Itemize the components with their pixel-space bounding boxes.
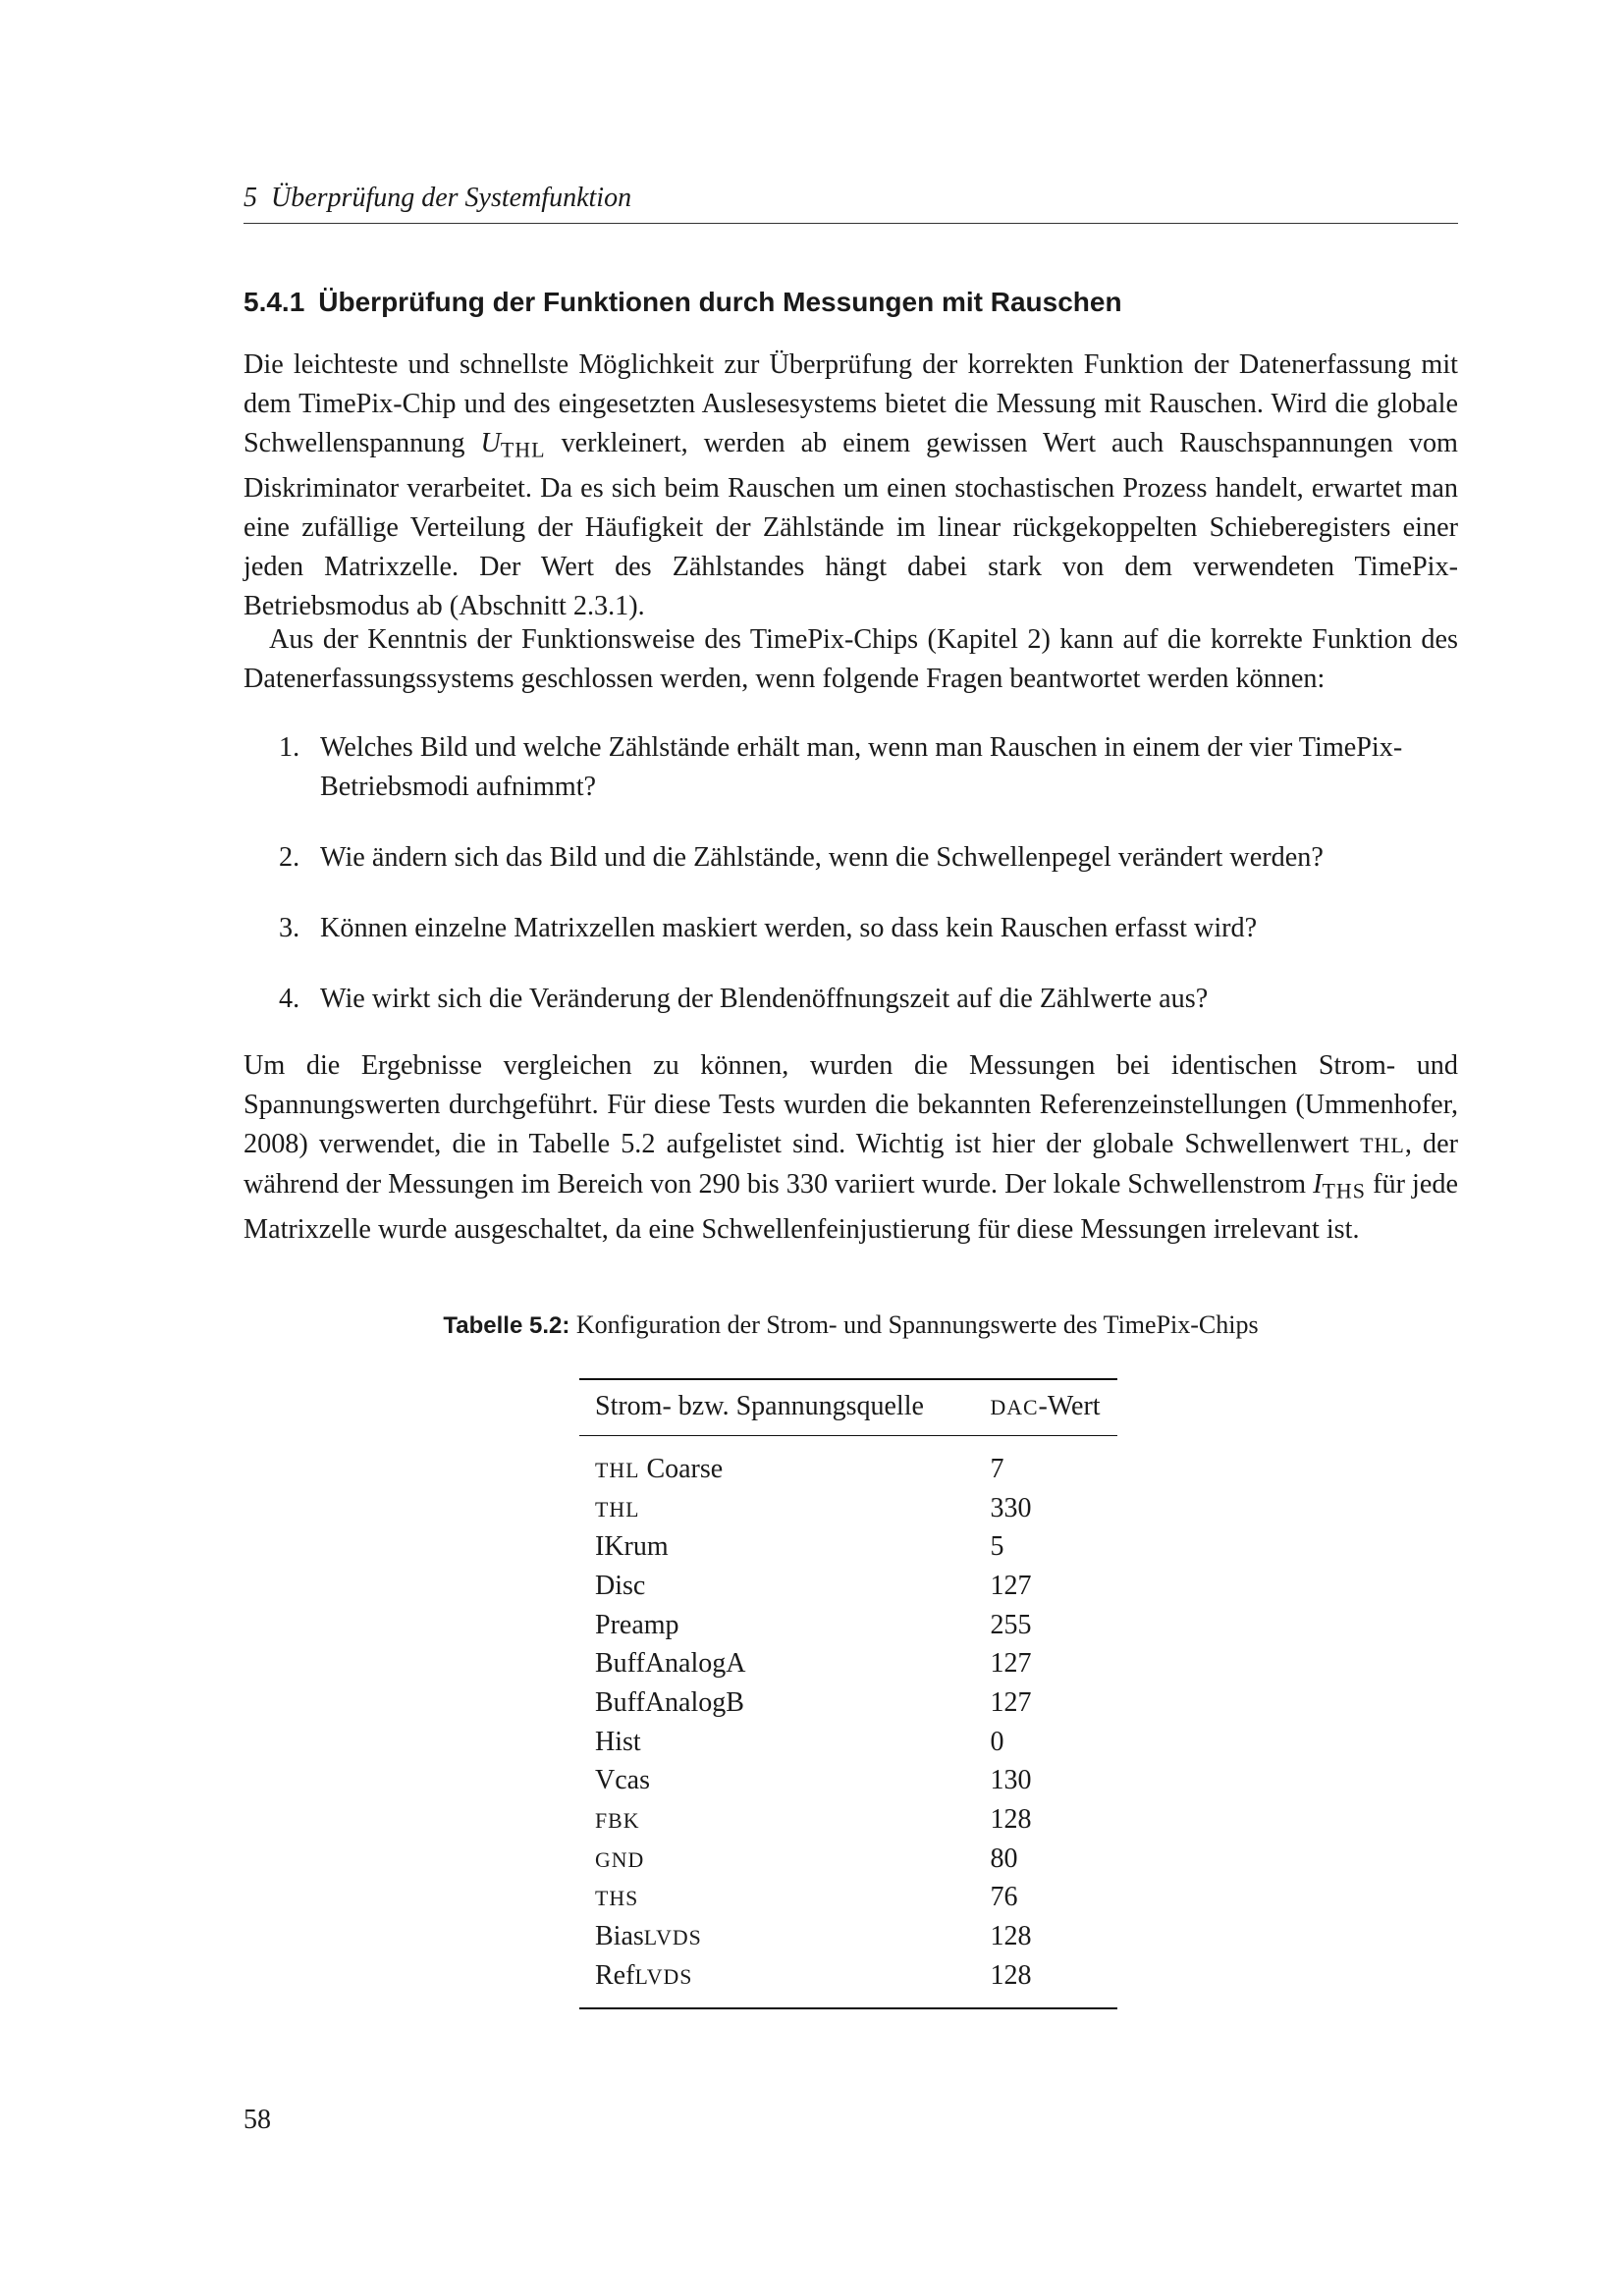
dac-value-cell: 128: [990, 1921, 1032, 1952]
source-cell: [579, 1840, 968, 1879]
table-row: [579, 1644, 1117, 1683]
smallcaps-thl: THL: [1360, 1133, 1405, 1157]
paragraph-settings-text-c: für jede Matrixzelle wurde ausgeschaltet, da eine Schwellenfeinjustierung für diese Messungen irrelevant ist.: [244, 1169, 1458, 1246]
section-title: Überprüfung der Funktionen durch Messungen mit Rauschen: [318, 287, 1122, 317]
source-cell: [579, 1683, 968, 1723]
header-dac-value: [968, 1379, 1117, 1436]
table-row: [579, 1800, 1117, 1840]
chapter-number: 5: [244, 183, 257, 213]
list-number: 4.: [279, 984, 300, 1014]
table-row: [579, 1567, 1117, 1606]
source-name: Bias: [595, 1921, 644, 1952]
list-item: [244, 980, 1458, 1019]
dac-value-cell: 5: [990, 1531, 1004, 1563]
table-row: [579, 1683, 1117, 1723]
table-row: [579, 1527, 1117, 1567]
dac-value-cell: 127: [990, 1648, 1032, 1680]
table-row: [579, 1762, 1117, 1801]
table-row: [579, 1489, 1117, 1528]
source-name: Vcas: [595, 1765, 650, 1796]
source-name: BuffAnalogA: [595, 1648, 746, 1680]
paragraph-settings-text-a: Um die Ergebnisse vergleichen zu können, wurden die Messungen bei identischen Strom- und Spannungswerten durchgeführt. Für diese Tests wurden die bekannten Referenzeinstellungen (Ummenhofer, 2008) verwendet, die in Tabelle 5.2 aufgelistet sind. Wichtig ist hier der globale Schwellenwert: [244, 1050, 1458, 1159]
dac-value-cell: 130: [990, 1765, 1032, 1796]
source-cell: [579, 1567, 968, 1606]
list-text: Wie wirkt sich die Veränderung der Blendenöffnungszeit auf die Zählwerte aus?: [320, 984, 1209, 1014]
list-text: Wie ändern sich das Bild und die Zählstände, wenn die Schwellenpegel verändert werden?: [320, 842, 1324, 873]
paragraph-intro: [244, 346, 1458, 626]
source-name: Preamp: [595, 1609, 679, 1640]
symbol-i: I: [1313, 1169, 1323, 1200]
caption-label: Tabelle 5.2:: [443, 1312, 570, 1339]
table-header-row: [579, 1379, 1117, 1436]
table-row: [579, 1840, 1117, 1879]
paragraph-settings: [244, 1046, 1458, 1250]
source-smallcaps: THL: [595, 1497, 640, 1522]
source-cell: [579, 1800, 968, 1840]
table-caption: [244, 1310, 1458, 1340]
list-item: [244, 838, 1458, 878]
source-cell: [579, 1644, 968, 1683]
dac-value-cell: 7: [990, 1453, 1004, 1484]
list-item: [244, 728, 1458, 807]
source-cell: [579, 1762, 968, 1801]
list-number: 3.: [279, 913, 300, 943]
header-source: Strom- bzw. Spannungsquelle: [579, 1379, 968, 1436]
paragraph-questions-lead: Aus der Kenntnis der Funktionsweise des TimePix-Chips (Kapitel 2) kann auf die korrekte Funktion des Datenerfassungssystems geschlossen werden, wenn folgende Fragen beantwortet werden können:: [244, 624, 1458, 694]
source-smallcaps: LVDS: [643, 1926, 702, 1950]
section-number: 5.4.1: [244, 287, 305, 317]
source-cell: [579, 1723, 968, 1762]
subscript-thl: THL: [500, 437, 546, 462]
dac-value-cell: 330: [990, 1492, 1032, 1523]
dac-value-cell: 128: [968, 1956, 1117, 2008]
dac-settings-table: [579, 1378, 1117, 2009]
chapter-title: Überprüfung der Systemfunktion: [271, 183, 632, 213]
source-cell: [579, 1917, 968, 1956]
source-cell: [579, 1489, 968, 1528]
list-text: Können einzelne Matrixzellen maskiert werden, so dass kein Rauschen erfasst wird?: [320, 913, 1258, 943]
source-smallcaps: FBK: [595, 1809, 640, 1834]
dac-value-cell: 127: [990, 1686, 1032, 1718]
dac-value-cell: 255: [990, 1609, 1032, 1640]
section-heading: [244, 287, 1458, 318]
table-row: [579, 1917, 1117, 1956]
source-name: BuffAnalogB: [595, 1686, 744, 1718]
paragraph-intro-text-b: verkleinert, werden ab einem gewissen Wert auch Rauschspannungen vom Diskriminator verarbeitet. Da es sich beim Rauschen um einen stochastischen Prozess handelt, erwartet man eine zufällige Verteilung der Häufigkeit der Zählstände im linear rückgekoppelten Schieberegisters einer jeden Matrixzelle. Der Wert des Zählstandes hängt dabei stark von dem verwendeten TimePix-Betriebsmodus ab (Abschnitt 2.3.1).: [244, 428, 1458, 622]
symbol-u: U: [480, 428, 501, 458]
source-name: IKrum: [595, 1531, 669, 1563]
dac-value-cell: 128: [990, 1804, 1032, 1836]
list-text: Welches Bild und welche Zählstände erhält man, wenn man Rauschen in einem der vier TimePix-Betriebsmodi aufnimmt?: [320, 732, 1403, 802]
dac-value-cell: 0: [990, 1726, 1004, 1757]
source-name: Disc: [595, 1570, 646, 1601]
table-row: [579, 1723, 1117, 1762]
source-name: Coarse: [639, 1453, 724, 1484]
list-number: 2.: [279, 842, 300, 873]
page-number: 58: [244, 2105, 271, 2135]
list-number: 1.: [279, 732, 300, 763]
source-name: Hist: [595, 1726, 641, 1757]
header-dac-rest: -Wert: [1038, 1391, 1101, 1421]
source-name: Ref: [595, 1959, 635, 1991]
source-cell: [579, 1527, 968, 1567]
paragraph-intro-text-a: Die leichteste und schnellste Möglichkeit zur Überprüfung der korrekten Funktion der Datenerfassung mit dem TimePix-Chip und des eingesetzten Auslesesystems bietet die Messung mit Rauschen. Wird die globale Schwellenspannung: [244, 349, 1458, 458]
table-body: [579, 1436, 1117, 2008]
caption-text: Konfiguration der Strom- und Spannungswerte des TimePix-Chips: [569, 1310, 1259, 1339]
dac-value-cell: 76: [990, 1882, 1018, 1913]
source-smallcaps: LVDS: [634, 1964, 693, 1989]
source-smallcaps: THL: [595, 1458, 640, 1482]
source-cell: [579, 1606, 968, 1645]
paragraph-settings-text-b: , der während der Messungen im Bereich von 290 bis 330 variiert wurde. Der lokale Schwellenstrom: [244, 1129, 1458, 1200]
source-cell: [579, 1436, 968, 1489]
header-dac-smallcaps: DAC: [990, 1396, 1039, 1419]
running-head: [244, 183, 631, 214]
source-smallcaps: GND: [595, 1847, 645, 1872]
list-item: [244, 909, 1458, 948]
header-rule: [244, 223, 1458, 224]
dac-value-cell: 127: [990, 1570, 1032, 1601]
table-row: [579, 1956, 1117, 2008]
table-row: [579, 1606, 1117, 1645]
dac-value-cell: 80: [990, 1842, 1018, 1874]
source-cell: [579, 1879, 968, 1918]
table-row: [579, 1879, 1117, 1918]
source-smallcaps: THS: [595, 1887, 639, 1911]
subscript-ths: THS: [1322, 1178, 1367, 1203]
source-cell: [579, 1956, 968, 2008]
table-row: [579, 1436, 1117, 1489]
